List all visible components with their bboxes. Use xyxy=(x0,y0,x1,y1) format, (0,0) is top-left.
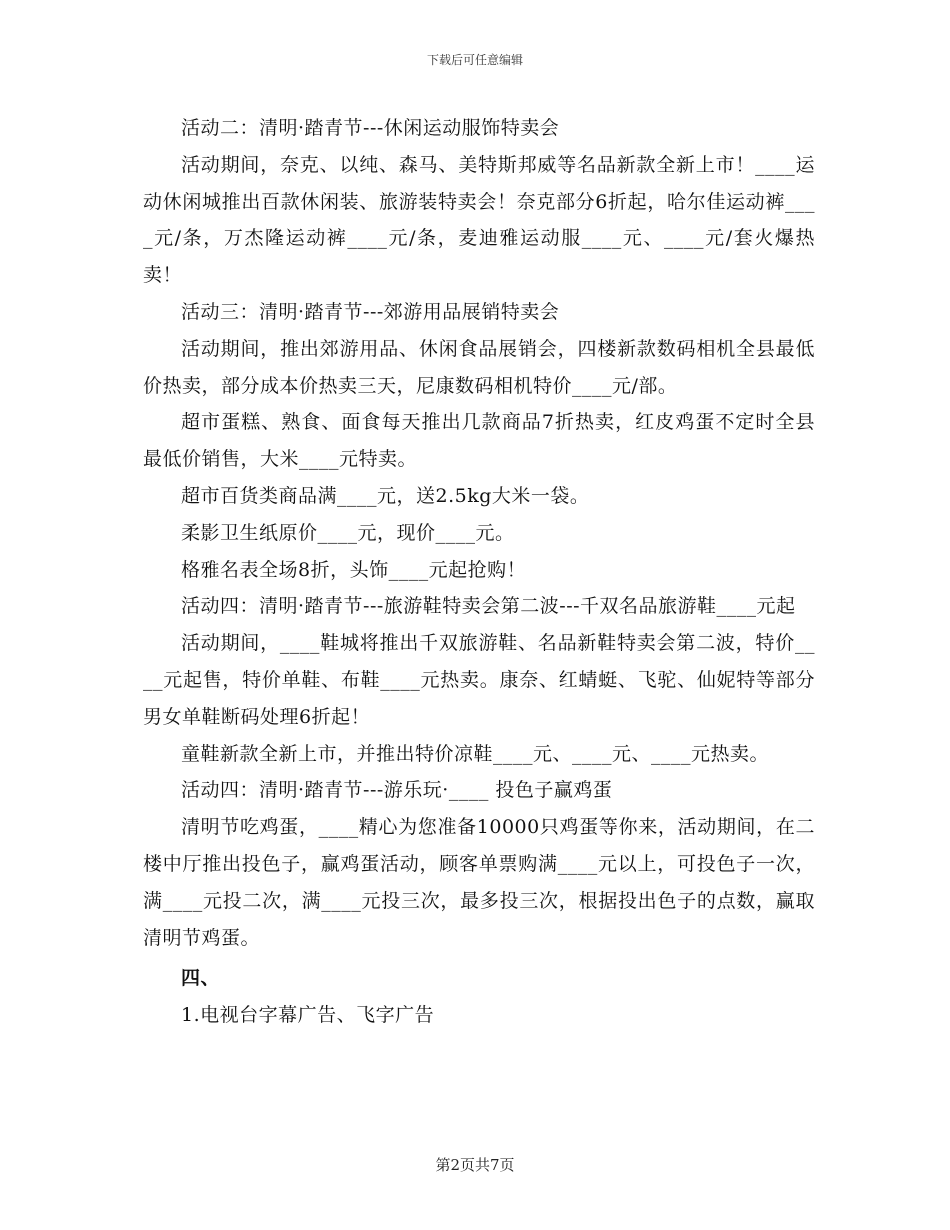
department-store-paragraph: 超市百货类商品满____元，送2.5kg大米一袋。 xyxy=(181,484,590,507)
kids-shoes-paragraph: 童鞋新款全新上市，并推出特价凉鞋____元、____元、____元热卖。 xyxy=(181,742,770,765)
page-header: 下载后可任意编辑 xyxy=(426,53,523,67)
activity-4-shoes-title: 活动四：清明·踏青节---旅游鞋特卖会第二波---千双名品旅游鞋____元起 xyxy=(181,595,796,618)
activity-2-title: 活动二：清明·踏青节---休闲运动服饰特卖会 xyxy=(181,117,560,139)
section-heading-four: 四、 xyxy=(181,967,221,990)
list-item-tv-ads: 1.电视台字幕广告、飞字广告 xyxy=(181,1004,435,1027)
activity-3-body: 活动期间，推出郊游用品、休闲食品展销会，四楼新款数码相机全县最低价热卖，部分成本价热卖三天，尼康数码相机特价____元/部。 xyxy=(143,337,815,397)
activity-4-shoes-body: 活动期间，____鞋城将推出千双旅游鞋、名品新鞋特卖会第二波，特价____元起售，特价单鞋、布鞋____元热卖。康奈、红蜻蜓、飞驼、仙妮特等部分男女单鞋断码处理6折起！ xyxy=(143,632,815,728)
tissue-paragraph: 柔影卫生纸原价____元，现价____元。 xyxy=(181,521,515,544)
watch-paragraph: 格雅名表全场8折，头饰____元起抢购！ xyxy=(181,558,527,581)
activity-3-title: 活动三：清明·踏青节---郊游用品展销特卖会 xyxy=(181,300,560,323)
activity-4-dice-title: 活动四：清明·踏青节---游乐玩·____ 投色子赢鸡蛋 xyxy=(181,779,613,802)
supermarket-paragraph: 超市蛋糕、熟食、面食每天推出几款商品7折热卖，红皮鸡蛋不定时全县最低价销售，大米____元特卖。 xyxy=(143,411,815,471)
page-footer: 第2页共7页 xyxy=(435,1156,515,1174)
document-body xyxy=(143,110,815,1034)
activity-2-body: 活动期间，奈克、以纯、森马、美特斯邦威等名品新款全新上市！____运动休闲城推出百款休闲装、旅游装特卖会！奈克部分6折起，哈尔佳运动裤____元/条，万杰隆运动裤____元/条，麦迪雅运动服____元、____元/套火爆热卖！ xyxy=(143,153,815,287)
activity-4-dice-body: 清明节吃鸡蛋，____精心为您准备10000只鸡蛋等你来，活动期间，在二楼中厅推出投色子，赢鸡蛋活动，顾客单票购满____元以上，可投色子一次，满____元投二次，满____元投三次，最多投三次，根据投出色子的点数，赢取清明节鸡蛋。 xyxy=(143,816,815,949)
